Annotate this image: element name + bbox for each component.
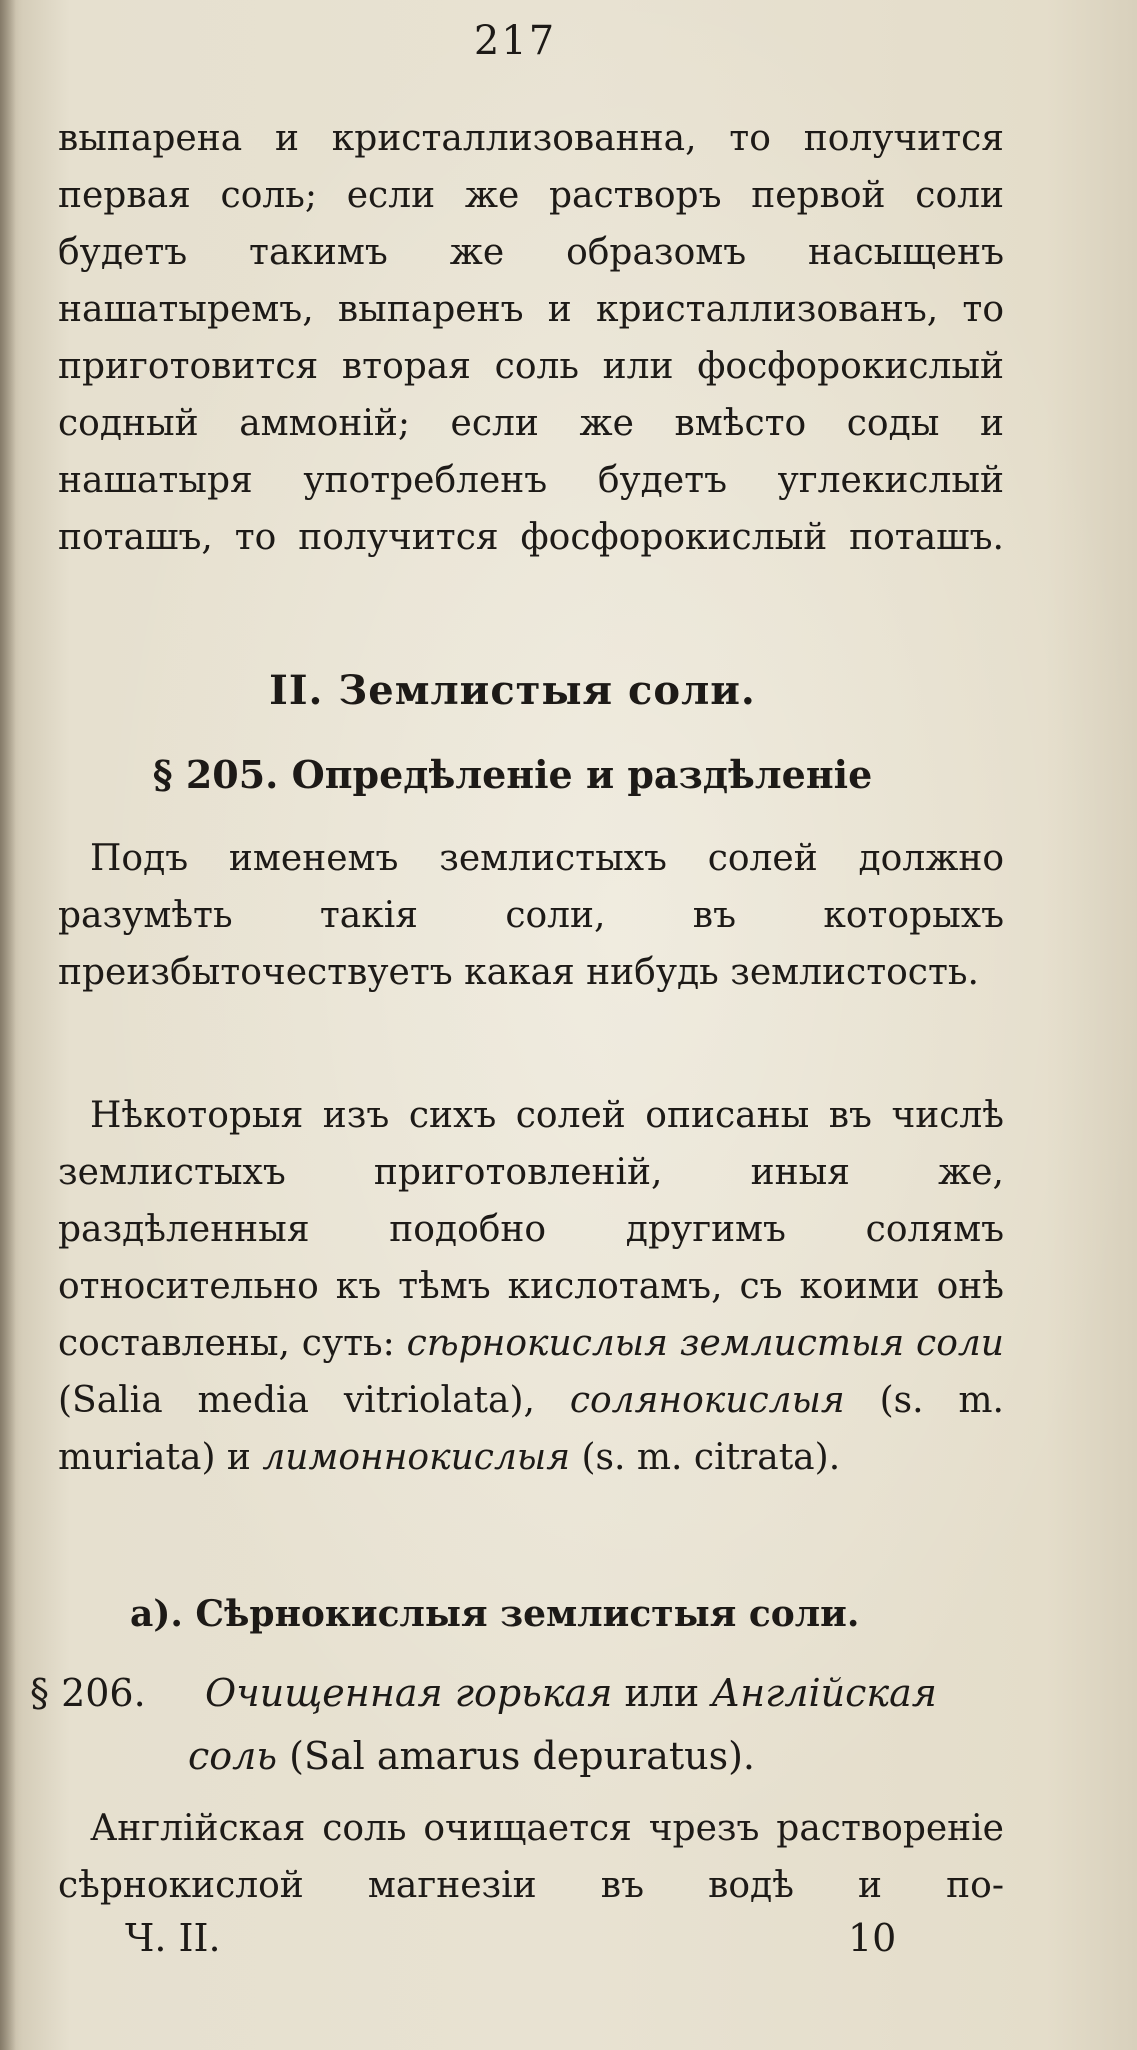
term-citric: лимоннокислыя: [262, 1437, 571, 1478]
paragraph-continued: выпарена и кристаллизованна, то получится первая соль; если же растворъ первой соли будетъ такимъ же образомъ насыщенъ нашатыремъ, выпаренъ и кристаллизованъ, то приготовится вторая соль или фосфорокислый содный аммоній; если же вмѣсто соды и нашатыря употребленъ будетъ углекислый поташъ, то получится фосфорокислый поташъ.: [58, 118, 1004, 558]
section-heading: II. Землистыя соли.: [269, 667, 756, 714]
title-purified-bitter: Очищенная горькая: [205, 1671, 613, 1715]
section-206-paragraph: Англійская соль очищается чрезъ раствореніе сѣрнокислой магнезіи въ водѣ и по-: [58, 1808, 1004, 1906]
latin-segment: (s. m. citrata).: [570, 1437, 841, 1478]
section-206-title-line-1: [205, 1671, 937, 1715]
latin-segment: (s. m. muriata) и: [58, 1380, 1005, 1478]
section-205-paragraph-1: Подъ именемъ землистыхъ солей должно разумѣть такія соли, въ которыхъ преизбыточествуетъ какая нибудь землистость.: [58, 838, 1004, 993]
section-206-number: § 206.: [30, 1671, 146, 1715]
section-205-heading: § 205. Опредѣленіе и раздѣленіе: [152, 752, 873, 797]
sheet-number: 10: [848, 1916, 897, 1960]
page-number: 217: [473, 18, 557, 64]
page-edge-shadow: [0, 0, 16, 2050]
latin-name: (Sal amarus depuratus).: [277, 1734, 756, 1778]
text-segment: Нѣкоторыя изъ сихъ солей описаны въ числѣ землистыхъ приготовленій, иныя же, раздѣленныя подобно другимъ солямъ относительно къ тѣмъ кислотамъ, съ коими онѣ составлены, суть:: [58, 1095, 1004, 1364]
title-english: Англійская: [711, 1671, 937, 1715]
subsection-a-heading: a). Сѣрнокислыя землистыя соли.: [130, 1593, 860, 1635]
section-205-paragraph-2: [58, 1087, 1004, 1486]
signature-mark: Ч. II.: [125, 1916, 221, 1960]
term-muriatic: солянокислыя: [569, 1380, 845, 1421]
latin-segment: (Salia media vitriolata),: [58, 1380, 570, 1421]
title-connector: или: [612, 1671, 712, 1715]
title-salt: соль: [188, 1734, 278, 1778]
term-sulfate-earth-salts: сѣрнокислыя землистыя соли: [406, 1323, 1004, 1364]
section-206-title-line-2: [188, 1734, 755, 1778]
